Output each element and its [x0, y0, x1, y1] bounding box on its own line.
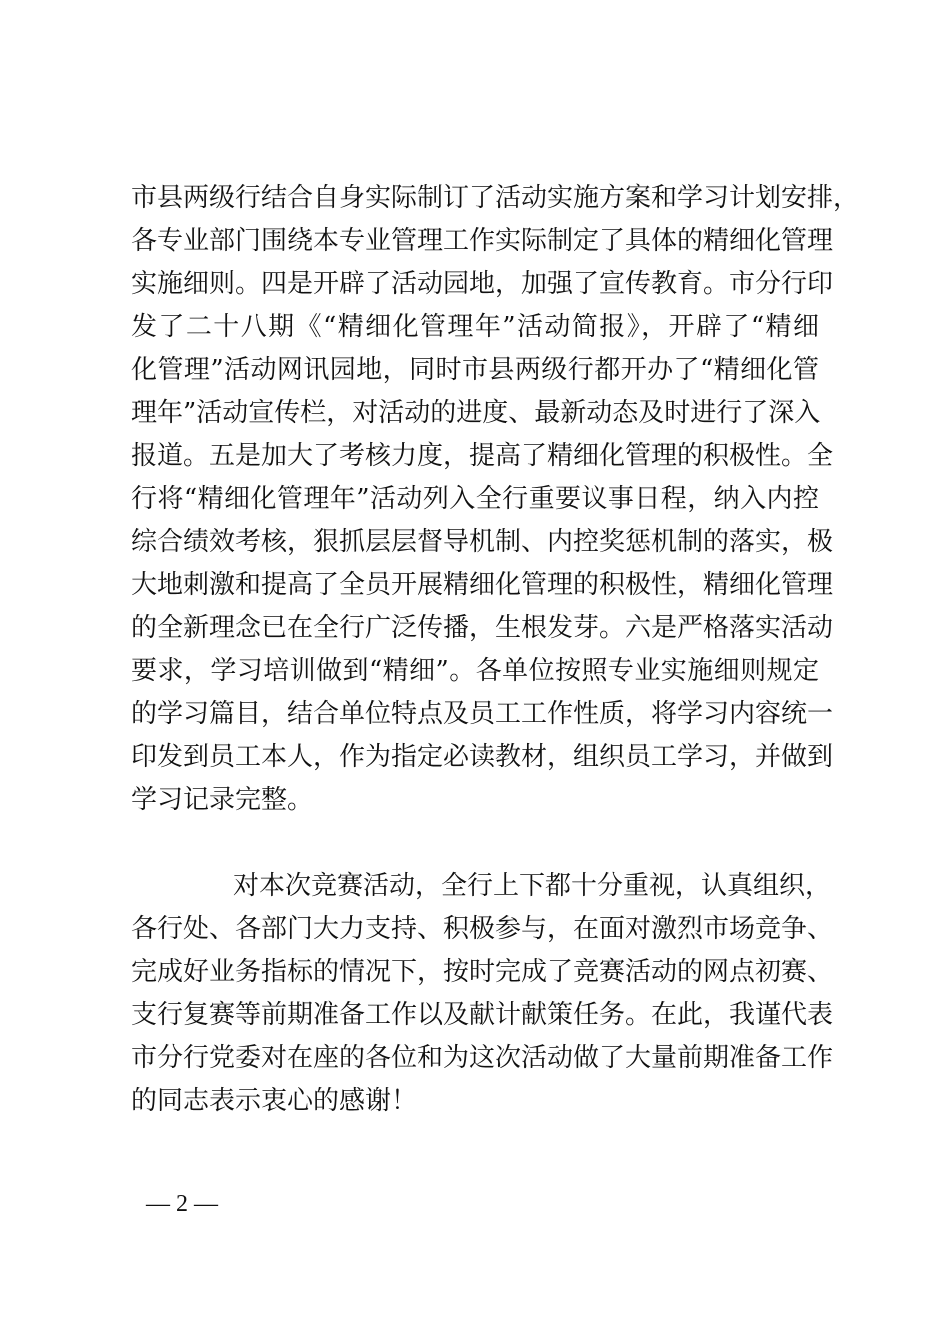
text-line: 的全新理念已在全行广泛传播，生根发芽。六是严格落实活动 [131, 613, 834, 643]
text-line: 的同志表示衷心的感谢！ [131, 1086, 418, 1116]
text-line: 报道。五是加大了考核力度，提高了精细化管理的积极性。全 [131, 441, 834, 471]
text-line: 化管理”活动网讯园地，同时市县两级行都开办了“精细化管 [131, 355, 819, 385]
text-line: 综合绩效考核，狠抓层层督导机制、内控奖惩机制的落实，极 [131, 527, 834, 557]
text-line: 对本次竞赛活动，全行上下都十分重视，认真组织， [233, 871, 832, 901]
text-line: 大地刺激和提高了全员开展精细化管理的积极性，精细化管理 [131, 570, 834, 600]
text-line: 完成好业务指标的情况下，按时完成了竞赛活动的网点初赛、 [131, 957, 834, 987]
text-line: 的学习篇目，结合单位特点及员工工作性质，将学习内容统一 [131, 699, 834, 729]
text-line: 支行复赛等前期准备工作以及献计献策任务。在此，我谨代表 [131, 1000, 834, 1030]
text-line: 市分行党委对在座的各位和为这次活动做了大量前期准备工作 [131, 1043, 834, 1073]
text-line: 理年”活动宣传栏，对活动的进度、最新动态及时进行了深入 [131, 398, 821, 428]
text-line: 学习记录完整。 [131, 785, 314, 815]
text-line: 各专业部门围绕本专业管理工作实际制定了具体的精细化管理 [131, 226, 834, 256]
text-line: 要求，学习培训做到“精细”。各单位按照专业实施细则规定 [131, 656, 819, 686]
text-line: 发了二十八期《“精细化管理年”活动简报》，开辟了“精细 [131, 312, 819, 342]
text-line: 行将“精细化管理年”活动列入全行重要议事日程，纳入内控 [131, 484, 819, 514]
text-line: 实施细则。四是开辟了活动园地，加强了宣传教育。市分行印 [131, 269, 834, 299]
text-line: 各行处、各部门大力支持、积极参与，在面对激烈市场竞争、 [131, 914, 834, 944]
text-line: 印发到员工本人，作为指定必读教材，组织员工学习，并做到 [131, 742, 834, 772]
text-line: 市县两级行结合自身实际制订了活动实施方案和学习计划安排， [131, 183, 860, 213]
page-number: — 2 — [146, 1191, 218, 1217]
